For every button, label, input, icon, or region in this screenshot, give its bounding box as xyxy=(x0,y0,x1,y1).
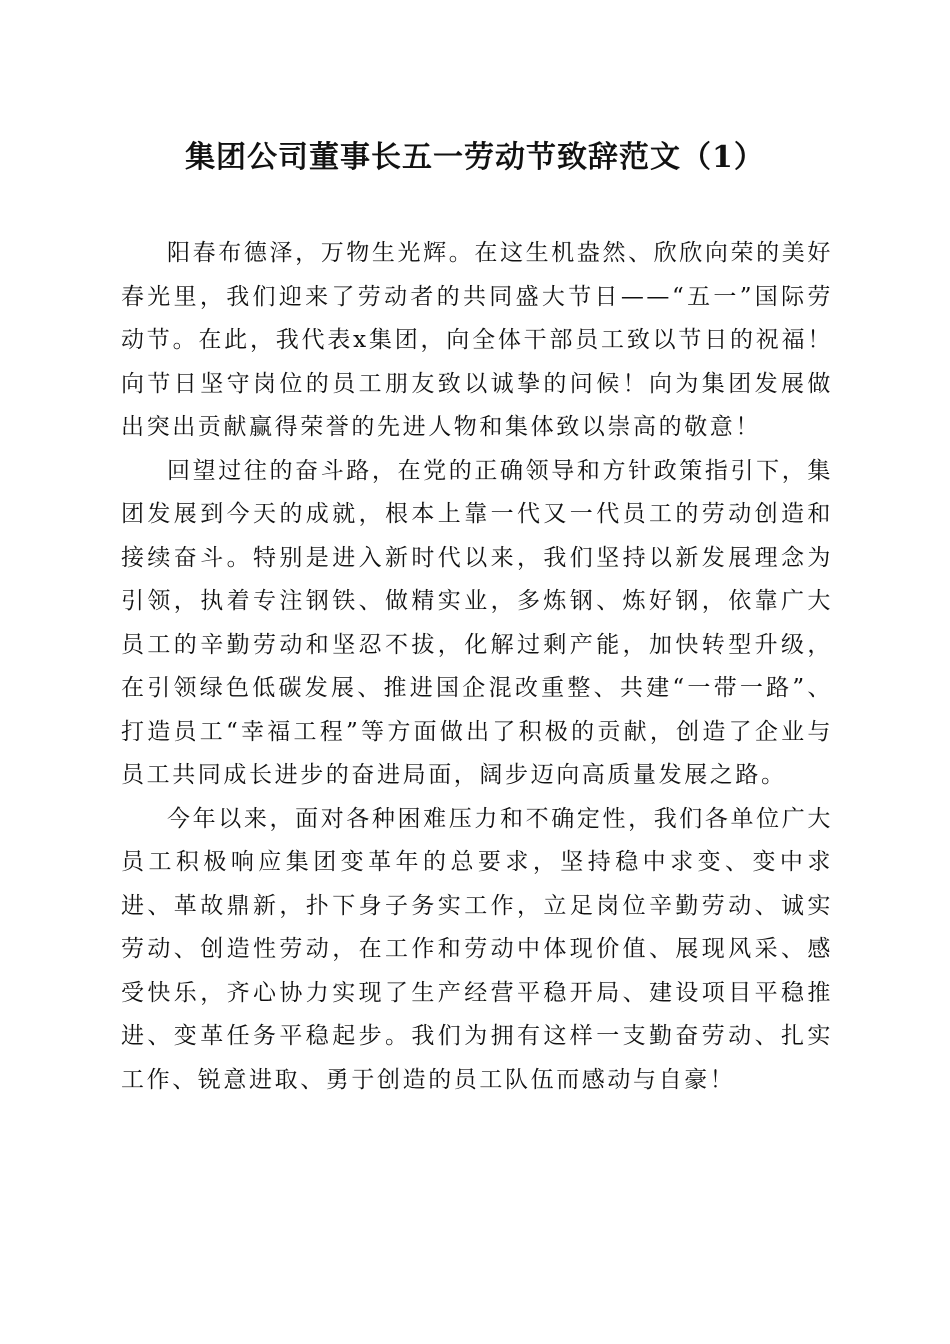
document-body xyxy=(121,232,833,1102)
paragraph-2: 回望过往的奋斗路，在党的正确领导和方针政策指引下，集团发展到今天的成就，根本上靠一代又一代员工的劳动创造和接续奋斗。特别是进入新时代以来，我们坚持以新发展理念为引领，执着专注钢铁、做精实业，多炼钢、炼好钢，依靠广大员工的辛勤劳动和坚忍不拔，化解过剩产能，加快转型升级，在引领绿色低碳发展、推进国企混改重整、共建“一带一路”、打造员工“幸福工程”等方面做出了积极的贡献，创造了企业与员工共同成长进步的奋进局面，阔步迈向高质量发展之路。 xyxy=(121,457,833,788)
document-title: 集团公司董事长五一劳动节致辞范文（1） xyxy=(185,140,765,175)
paragraph-1: 阳春布德泽，万物生光辉。在这生机盎然、欣欣向荣的美好春光里，我们迎来了劳动者的共同盛大节日——“五一”国际劳动节。在此，我代表x集团，向全体干部员工致以节日的祝福！向节日坚守岗位的员工朋友致以诚挚的问候！向为集团发展做出突出贡献赢得荣誉的先进人物和集体致以崇高的敬意！ xyxy=(121,240,833,440)
paragraph-3: 今年以来，面对各种困难压力和不确定性，我们各单位广大员工积极响应集团变革年的总要求，坚持稳中求变、变中求进、革故鼎新，扑下身子务实工作，立足岗位辛勤劳动、诚实劳动、创造性劳动，在工作和劳动中体现价值、展现风采、感受快乐，齐心协力实现了生产经营平稳开局、建设项目平稳推进、变革任务平稳起步。我们为拥有这样一支勤奋劳动、扎实工作、锐意进取、勇于创造的员工队伍而感动与自豪！ xyxy=(121,805,833,1093)
